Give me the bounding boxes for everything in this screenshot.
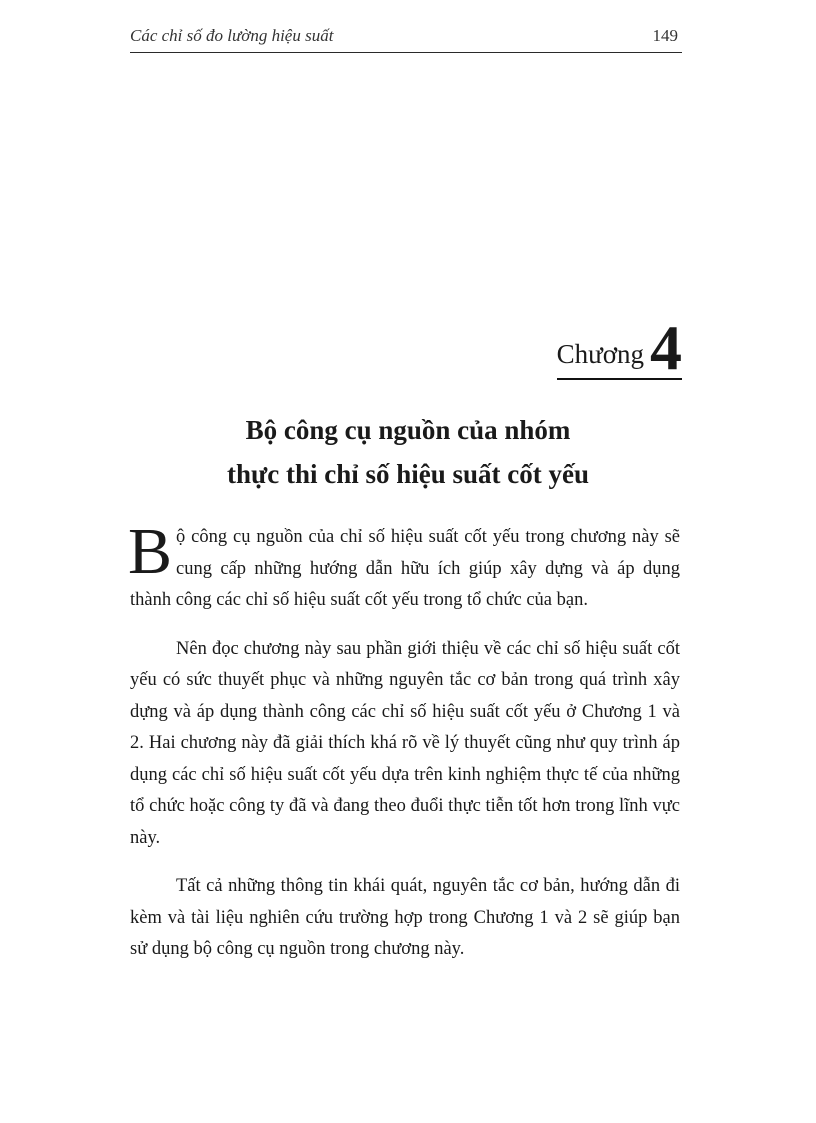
paragraph-3: Tất cả những thông tin khái quát, nguyên tắc cơ bản, hướng dẫn đi kèm và tài liệu nghiên cứu trường hợp trong Chương 1 và 2 sẽ giúp bạn sử dụng bộ công cụ nguồn trong chương này. <box>130 876 680 959</box>
paragraph-2: Nên đọc chương này sau phần giới thiệu về các chỉ số hiệu suất cốt yếu có sức thuyết phục và những nguyên tắc cơ bản trong quá trình xây dựng và áp dụng thành công các chỉ số hiệu suất cốt yếu ở Chương 1 và 2. Hai chương này đã giải thích khá rõ về lý thuyết cũng như quy trình áp dụng các chỉ số hiệu suất cốt yếu dựa trên kinh nghiệm thực tế của những tổ chức hoặc công ty đã và đang theo đuổi thực tiễn tốt hơn trong lĩnh vực này. <box>130 638 680 848</box>
paragraph-1 <box>128 515 680 617</box>
chapter-title-line-2: thực thi chỉ số hiệu suất cốt yếu <box>227 459 589 489</box>
chapter-title <box>130 408 686 496</box>
chapter-label: Chương <box>556 339 644 369</box>
chapter-title-line-1: Bộ công cụ nguồn của nhóm <box>245 415 571 445</box>
body-text <box>128 515 680 983</box>
drop-cap: B <box>128 515 173 588</box>
running-title: Các chỉ số đo lường hiệu suất <box>130 26 334 45</box>
page-number: 149 <box>652 26 678 45</box>
chapter-number: 4 <box>650 312 682 383</box>
paragraph-1-text: ộ công cụ nguồn của chỉ số hiệu suất cốt yếu trong chương này sẽ cung cấp những hướng dẫn hữu ích giúp xây dựng và áp dụng thành công các chỉ số hiệu suất cốt yếu trong tổ chức của bạn. <box>130 527 680 610</box>
running-header <box>130 24 682 53</box>
chapter-heading <box>556 312 682 383</box>
